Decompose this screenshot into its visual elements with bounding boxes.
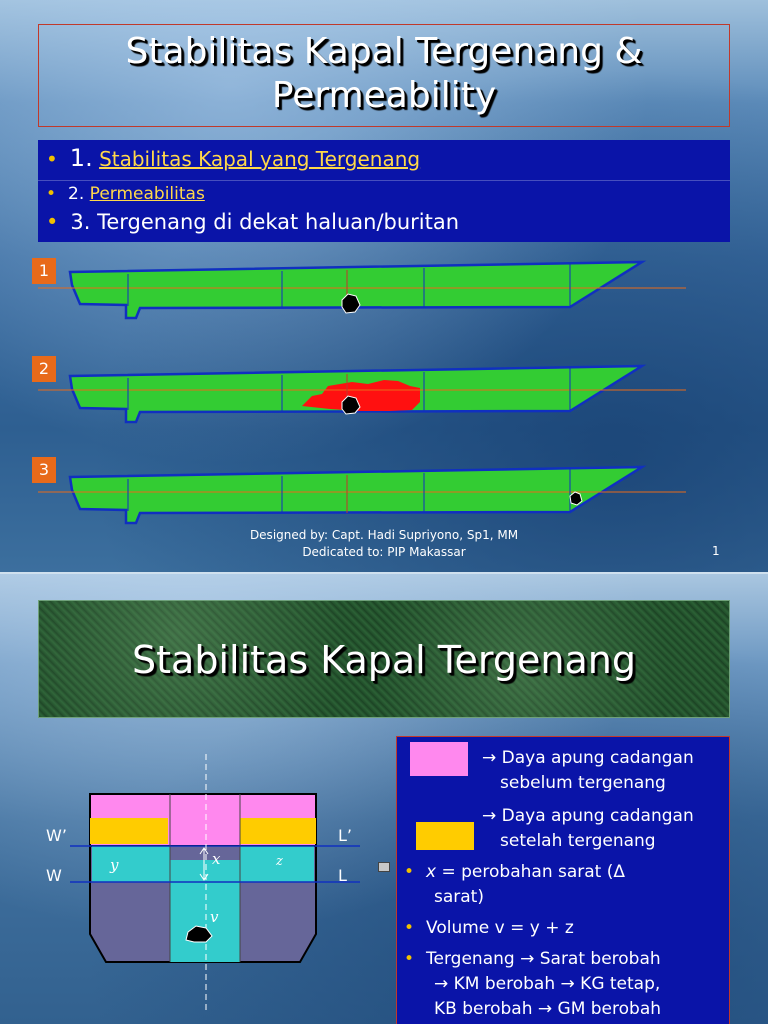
legend-bullet-3-line2: → KM berobah → KG tetap, [434,974,661,994]
cross-section-svg [30,744,370,1024]
slide-2-title: Stabilitas Kapal Tergenang [132,638,636,682]
label-v: v [210,908,219,926]
legend-bullet-2: • Volume v = y + z [404,918,574,938]
ship-3-hull [70,467,642,523]
footer-designer: Designed by: Capt. Hadi Supriyono, Sp1, MM [249,528,519,542]
legend-bullet-1-cont: sarat) [434,887,484,907]
footer-dedication: Dedicated to: PIP Makassar [302,545,466,559]
legend-bullet-1: • x = perobahan sarat (Δ [404,862,626,882]
bullet-item-2: • 2. Permeabilitas [46,184,205,204]
ship-2 [38,366,686,422]
label-y: y [110,856,119,874]
keyboard-icon [378,862,390,872]
cross-section-diagram [30,744,370,1024]
slide-2 [0,574,768,1024]
link-permeabilitas[interactable]: Permeabilitas [89,184,205,204]
legend-pink-line1: → Daya apung cadangan [482,748,694,768]
bullet-dot-icon: • [404,918,415,938]
bullet-dot-icon: • [46,210,59,234]
legend-pink-line2: sebelum tergenang [500,773,666,793]
bullet-dot-icon: • [46,147,58,171]
label-l: L [338,866,347,885]
yellow-swatch [416,822,474,850]
ship-label-2: 2 [32,356,56,382]
ship-label-3: 3 [32,457,56,483]
reserve-buoyancy-after-left [90,818,168,844]
label-w: W [46,866,62,885]
bullet-dot-icon: • [404,862,415,882]
legend-yellow-line2: setelah tergenang [500,831,656,851]
label-x: x [212,850,221,868]
flooded-compartment-v [170,860,240,962]
legend-yellow-line1: → Daya apung cadangan [482,806,694,826]
bullet-dot-icon: • [404,949,415,969]
label-l-prime: L’ [338,826,352,845]
bullet-dot-icon: • [46,184,57,204]
page-number: 1 [712,544,720,558]
ship-3 [38,467,686,523]
ship-diagrams [0,250,768,530]
label-w-prime: W’ [46,826,67,845]
slide-1-footer [0,527,768,561]
bullet-item-3: • 3. Tergenang di dekat haluan/buritan [46,210,460,234]
reserve-buoyancy-after-right [240,818,316,844]
pink-swatch [410,742,468,776]
bullet-divider [38,180,730,181]
link-stabilitas-kapal-tergenang[interactable]: Stabilitas Kapal yang Tergenang [99,147,421,171]
water-y [92,846,170,882]
bullet-item-1: • 1. Stabilitas Kapal yang Tergenang [46,144,421,172]
hole-icon [570,492,582,505]
legend-bullet-3: • Tergenang → Sarat berobah [404,949,661,969]
slide-1-title: Stabilitas Kapal Tergenang & Permeability [125,31,643,116]
legend-bullet-3-line3: KB berobah → GM berobah [434,999,662,1019]
label-z: z [276,854,283,869]
ship-1 [38,262,686,318]
ship-label-1: 1 [32,258,56,284]
compartment-x [170,846,240,860]
